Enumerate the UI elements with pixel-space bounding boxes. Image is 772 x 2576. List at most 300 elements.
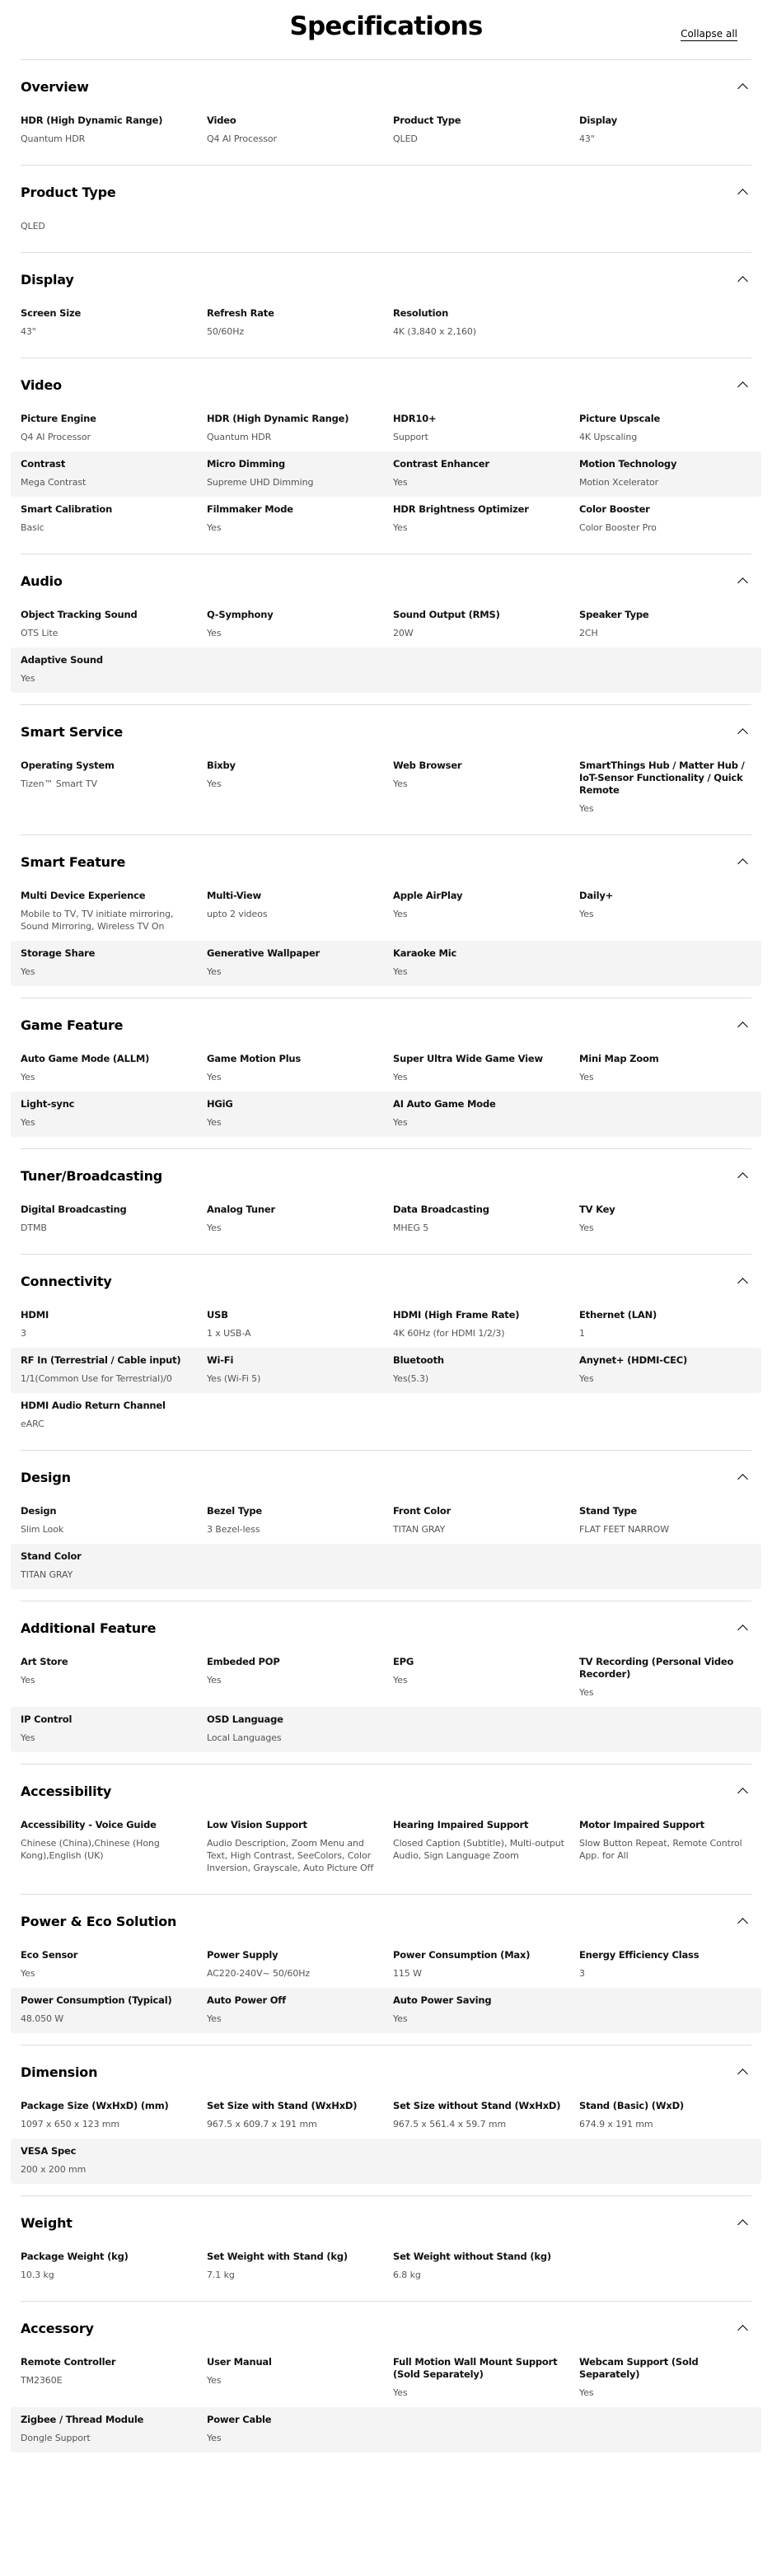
spec-row — [11, 1092, 761, 1137]
spec-item — [21, 2414, 207, 2444]
section-title: Weight — [21, 2214, 73, 2231]
spec-value: Yes — [21, 1072, 35, 1082]
spec-item — [207, 2100, 393, 2130]
section-body — [21, 165, 751, 252]
spec-item — [579, 760, 765, 815]
spec-row — [0, 1302, 772, 1348]
section-header[interactable] — [21, 705, 751, 746]
spec-label: Power Consumption (Max) — [393, 1949, 531, 1961]
spec-label: Energy Efficiency Class — [579, 1949, 699, 1961]
chevron-up-icon[interactable] — [737, 81, 748, 92]
spec-item — [579, 609, 765, 639]
section-body — [21, 59, 751, 165]
section-spacer — [21, 241, 751, 252]
spec-value: Yes — [393, 909, 408, 919]
section-spacer — [21, 823, 751, 835]
spec-item — [21, 1400, 207, 1430]
spec-label: Bezel Type — [207, 1505, 263, 1517]
section-spacer — [21, 986, 751, 998]
spec-value: 4K Upscaling — [579, 432, 638, 442]
section-header[interactable] — [21, 60, 751, 101]
spec-value: Color Booster Pro — [579, 522, 657, 533]
spec-value: Yes — [393, 966, 408, 977]
spec-value: Yes — [207, 1223, 222, 1233]
spec-label: Power Cable — [207, 2414, 272, 2425]
spec-item — [393, 1656, 579, 1699]
spec-label: Screen Size — [21, 307, 82, 319]
section-header[interactable] — [21, 358, 751, 400]
spec-value: 200 x 200 mm — [21, 2164, 87, 2175]
spec-label: Embeded POP — [207, 1656, 280, 1667]
spec-item — [21, 458, 207, 489]
spec-label: Web Browser — [393, 760, 462, 771]
spec-label: Front Color — [393, 1505, 452, 1517]
spec-item — [393, 1354, 579, 1385]
spec-label: HDR Brightness Optimizer — [393, 503, 529, 515]
spec-section-product-type — [0, 165, 772, 252]
spec-label: HDMI — [21, 1309, 49, 1321]
spec-item — [207, 890, 393, 933]
spec-item — [393, 458, 579, 489]
section-spacer — [21, 2184, 751, 2195]
spec-label: Auto Power Saving — [393, 1994, 492, 2006]
spec-value: Quantum HDR — [21, 133, 86, 144]
spec-label: Set Weight with Stand (kg) — [207, 2251, 348, 2262]
collapse-all-button[interactable]: Collapse all — [681, 28, 737, 40]
chevron-up-icon[interactable] — [737, 856, 748, 867]
spec-label: EPG — [393, 1656, 414, 1667]
spec-row — [0, 753, 772, 823]
section-title: Design — [21, 1469, 71, 1485]
spec-label: Set Size without Stand (WxHxD) — [393, 2100, 561, 2111]
spec-value: 3 — [21, 1328, 26, 1339]
spec-value: Basic — [21, 522, 44, 533]
spec-value: Yes — [393, 1117, 408, 1128]
spec-value: Local Languages — [207, 1732, 282, 1743]
section-body — [21, 998, 751, 1148]
spec-row — [0, 1943, 772, 1988]
spec-label: Q-Symphony — [207, 609, 274, 620]
spec-item — [207, 1053, 393, 1083]
section-spacer — [21, 1137, 751, 1148]
spec-label: HGiG — [207, 1098, 233, 1110]
spec-value: Q4 AI Processor — [21, 432, 91, 442]
spec-label: Speaker Type — [579, 609, 649, 620]
spec-item — [21, 1713, 207, 1744]
spec-label: Object Tracking Sound — [21, 609, 138, 620]
spec-section-accessibility — [0, 1764, 772, 1894]
spec-label: Accessibility - Voice Guide — [21, 1819, 157, 1830]
spec-item — [21, 503, 207, 534]
spec-item — [579, 413, 765, 443]
spec-value: FLAT FEET NARROW — [579, 1524, 670, 1535]
spec-value: Yes — [393, 522, 408, 533]
spec-item — [393, 2100, 579, 2130]
spec-label: Bixby — [207, 760, 236, 771]
spec-item — [579, 503, 765, 534]
spec-value: Yes — [207, 522, 222, 533]
spec-item — [579, 1309, 765, 1339]
spec-item — [21, 413, 207, 443]
spec-value: Yes — [207, 628, 222, 638]
spec-item — [579, 1354, 765, 1385]
section-header[interactable] — [21, 554, 751, 596]
spec-value: Yes (Wi-Fi 5) — [207, 1373, 261, 1384]
spec-value: Yes — [21, 1732, 35, 1743]
spec-item — [207, 503, 393, 534]
spec-label: AI Auto Game Mode — [393, 1098, 496, 1110]
spec-value: Yes — [207, 2013, 222, 2024]
spec-value: Support — [393, 432, 428, 442]
spec-item — [207, 1204, 393, 1234]
spec-label: Karaoke Mic — [393, 947, 457, 959]
section-body — [21, 1894, 751, 2045]
spec-value: 1097 x 650 x 123 mm — [21, 2119, 120, 2130]
spec-item — [393, 2251, 579, 2281]
spec-item — [579, 2100, 765, 2130]
spec-value: Yes — [207, 2433, 222, 2443]
section-title: Overview — [21, 78, 89, 95]
spec-value: Yes — [21, 673, 35, 684]
spec-label: Multi-View — [207, 890, 262, 901]
spec-label: Art Store — [21, 1656, 68, 1667]
spec-item — [393, 1309, 579, 1339]
section-header[interactable] — [21, 1255, 751, 1296]
spec-label: Refresh Rate — [207, 307, 274, 319]
spec-label: HDMI Audio Return Channel — [21, 1400, 166, 1411]
spec-value: Yes — [21, 966, 35, 977]
spec-value: Yes — [207, 1117, 222, 1128]
section-title: Product Type — [21, 184, 116, 200]
section-body — [21, 1601, 751, 1764]
spec-label: Smart Calibration — [21, 503, 113, 515]
spec-label: Design — [21, 1505, 57, 1517]
chevron-up-icon[interactable] — [737, 2322, 748, 2334]
spec-value: MHEG 5 — [393, 1223, 429, 1233]
spec-label: Analog Tuner — [207, 1204, 275, 1215]
spec-item — [21, 2145, 207, 2176]
spec-value: Yes — [579, 1373, 594, 1384]
spec-item — [21, 1053, 207, 1083]
section-header[interactable] — [21, 1601, 751, 1643]
spec-item — [21, 890, 207, 933]
section-header[interactable] — [21, 2196, 751, 2237]
section-title: Audio — [21, 573, 63, 589]
section-title: Accessibility — [21, 1783, 112, 1799]
spec-value: Yes — [393, 1072, 408, 1082]
section-header[interactable] — [21, 1765, 751, 1806]
spec-label: Ethernet (LAN) — [579, 1309, 657, 1321]
section-body — [21, 2045, 751, 2195]
spec-item — [393, 1949, 579, 1980]
spec-item — [579, 115, 765, 145]
spec-row — [0, 1046, 772, 1092]
spec-item — [21, 760, 207, 815]
spec-label: Low Vision Support — [207, 1819, 307, 1830]
spec-item — [579, 890, 765, 933]
spec-label: Game Motion Plus — [207, 1053, 302, 1064]
chevron-up-icon[interactable] — [737, 186, 748, 198]
section-body — [21, 704, 751, 835]
section-body — [21, 1764, 751, 1894]
spec-value: 3 Bezel-less — [207, 1524, 260, 1535]
spec-section-additional-feature — [0, 1601, 772, 1764]
section-spacer — [21, 2033, 751, 2045]
section-spacer — [21, 1752, 751, 1764]
spec-label: Resolution — [393, 307, 449, 319]
spec-value: 48.050 W — [21, 2013, 64, 2024]
spec-section-game-feature — [0, 998, 772, 1148]
spec-section-video — [0, 358, 772, 554]
spec-item — [207, 1994, 393, 2025]
spec-label: Motion Technology — [579, 458, 677, 470]
spec-label: Digital Broadcasting — [21, 1204, 127, 1215]
spec-value: Yes — [393, 477, 408, 488]
section-header[interactable] — [21, 1451, 751, 1492]
spec-label: Power Consumption (Typical) — [21, 1994, 172, 2006]
spec-label: HDR10+ — [393, 413, 437, 424]
spec-item — [21, 220, 207, 232]
chevron-up-icon[interactable] — [737, 1622, 748, 1634]
section-body — [21, 1148, 751, 1254]
section-spacer — [21, 1589, 751, 1601]
page-header — [0, 0, 772, 59]
spec-value: 967.5 x 609.7 x 191 mm — [207, 2119, 317, 2130]
spec-item — [579, 1819, 765, 1874]
spec-value: 6.8 kg — [393, 2270, 421, 2280]
spec-section-overview — [0, 59, 772, 165]
section-header[interactable] — [21, 835, 751, 877]
spec-item — [21, 115, 207, 145]
chevron-up-icon[interactable] — [737, 726, 748, 737]
chevron-up-icon[interactable] — [737, 1785, 748, 1797]
spec-label: Stand Type — [579, 1505, 637, 1517]
section-title: Smart Service — [21, 723, 124, 740]
section-spacer — [21, 153, 751, 165]
spec-item — [207, 458, 393, 489]
spec-label: HDMI (High Frame Rate) — [393, 1309, 520, 1321]
section-title: Power & Eco Solution — [21, 1913, 177, 1929]
spec-value: Dongle Support — [21, 2433, 91, 2443]
spec-label: User Manual — [207, 2356, 272, 2368]
spec-label: Set Size with Stand (WxHxD) — [207, 2100, 358, 2111]
section-spacer — [21, 2289, 751, 2301]
spec-item — [21, 1550, 207, 1581]
spec-value: 4K 60Hz (for HDMI 1/2/3) — [393, 1328, 505, 1339]
spec-label: Super Ultra Wide Game View — [393, 1053, 543, 1064]
spec-item — [21, 1098, 207, 1129]
spec-row — [0, 1812, 772, 1882]
section-title: Additional Feature — [21, 1620, 157, 1636]
spec-section-accessory — [0, 2301, 772, 2464]
spec-label: VESA Spec — [21, 2145, 77, 2157]
spec-value: Slim Look — [21, 1524, 64, 1535]
spec-item — [393, 1994, 579, 2025]
section-body — [21, 1450, 751, 1601]
section-title: Tuner/Broadcasting — [21, 1167, 163, 1184]
spec-item — [21, 2251, 207, 2281]
spec-label: Display — [579, 115, 618, 126]
chevron-up-icon[interactable] — [737, 1275, 748, 1287]
spec-item — [579, 1053, 765, 1083]
spec-value: 1 — [579, 1328, 585, 1339]
spec-row — [11, 1707, 761, 1752]
spec-value: Yes — [579, 1072, 594, 1082]
spec-section-smart-feature — [0, 835, 772, 998]
section-header[interactable] — [21, 1149, 751, 1190]
spec-label: OSD Language — [207, 1713, 283, 1725]
spec-value: Closed Caption (Subtitle), Multi-output Audio, Sign Language Zoom — [393, 1838, 564, 1861]
spec-label: Color Booster — [579, 503, 650, 515]
spec-value: Tizen™ Smart TV — [21, 778, 97, 789]
chevron-up-icon[interactable] — [737, 1915, 748, 1927]
spec-value: Yes — [579, 909, 594, 919]
spec-item — [21, 1505, 207, 1536]
section-spacer — [21, 1882, 751, 1894]
spec-label: HDR (High Dynamic Range) — [207, 413, 349, 424]
spec-label: Stand Color — [21, 1550, 82, 1562]
section-header[interactable] — [21, 2045, 751, 2087]
section-header[interactable] — [21, 166, 751, 207]
spec-value: Quantum HDR — [207, 432, 272, 442]
spec-item — [207, 115, 393, 145]
spec-label: Data Broadcasting — [393, 1204, 489, 1215]
spec-item — [579, 1505, 765, 1536]
spec-row — [11, 2407, 761, 2452]
spec-item — [207, 1819, 393, 1874]
spec-item — [393, 2356, 579, 2399]
spec-value: 674.9 x 191 mm — [579, 2119, 653, 2130]
chevron-up-icon[interactable] — [737, 273, 748, 285]
spec-row — [0, 108, 772, 153]
spec-item — [393, 503, 579, 534]
spec-label: IP Control — [21, 1713, 73, 1725]
spec-section-weight — [0, 2195, 772, 2301]
spec-value: 50/60Hz — [207, 326, 245, 337]
spec-value: Yes — [393, 1675, 408, 1685]
spec-item — [21, 1354, 207, 1385]
chevron-up-icon[interactable] — [737, 2066, 748, 2078]
spec-item — [393, 609, 579, 639]
spec-label: Picture Upscale — [579, 413, 661, 424]
spec-value: 7.1 kg — [207, 2270, 235, 2280]
spec-value: 1 x USB-A — [207, 1328, 251, 1339]
section-header[interactable] — [21, 998, 751, 1040]
spec-section-display — [0, 252, 772, 358]
spec-value: Yes — [579, 1223, 594, 1233]
chevron-up-icon[interactable] — [737, 1471, 748, 1483]
spec-label: Package Size (WxHxD) (mm) — [21, 2100, 169, 2111]
chevron-up-icon[interactable] — [737, 1170, 748, 1181]
section-title: Connectivity — [21, 1273, 112, 1289]
spec-item — [21, 1819, 207, 1874]
spec-value: Yes — [21, 1675, 35, 1685]
spec-value: Slow Button Repeat, Remote Control App. for All — [579, 1838, 742, 1861]
chevron-up-icon[interactable] — [737, 575, 748, 587]
spec-item — [207, 413, 393, 443]
spec-value: 43" — [21, 326, 36, 337]
spec-label: Contrast — [21, 458, 66, 470]
spec-value: 3 — [579, 1968, 585, 1979]
section-spacer — [21, 542, 751, 554]
spec-label: Contrast Enhancer — [393, 458, 489, 470]
spec-label: Micro Dimming — [207, 458, 285, 470]
spec-value: Yes — [579, 1687, 594, 1698]
spec-value: 1/1(Common Use for Terrestrial)/0 — [21, 1373, 172, 1384]
spec-row — [0, 602, 772, 648]
spec-label: Product Type — [393, 115, 461, 126]
section-title: Video — [21, 376, 62, 393]
section-header[interactable] — [21, 2302, 751, 2343]
spec-label: Power Supply — [207, 1949, 278, 1961]
section-header[interactable] — [21, 1895, 751, 1936]
spec-row — [11, 941, 761, 986]
spec-value: Yes — [393, 778, 408, 789]
spec-value: TM2360E — [21, 2375, 63, 2386]
spec-label: HDR (High Dynamic Range) — [21, 115, 163, 126]
chevron-up-icon[interactable] — [737, 1019, 748, 1031]
spec-item — [207, 1309, 393, 1339]
spec-value: Yes — [207, 1072, 222, 1082]
spec-row — [0, 1393, 772, 1438]
spec-value: Yes — [207, 1675, 222, 1685]
spec-label: Remote Controller — [21, 2356, 116, 2368]
spec-label: TV Key — [579, 1204, 615, 1215]
section-header[interactable] — [21, 253, 751, 294]
spec-sections — [0, 59, 772, 2464]
spec-value: Yes — [207, 778, 222, 789]
spec-value: 2CH — [579, 628, 598, 638]
spec-value: AC220-240V~ 50/60Hz — [207, 1968, 311, 1979]
spec-value: OTS Lite — [21, 628, 58, 638]
spec-item — [207, 1505, 393, 1536]
spec-label: Auto Game Mode (ALLM) — [21, 1053, 150, 1064]
chevron-up-icon[interactable] — [737, 2217, 748, 2228]
spec-label: Hearing Impaired Support — [393, 1819, 529, 1830]
spec-label: Adaptive Sound — [21, 654, 103, 666]
spec-item — [393, 1819, 579, 1874]
spec-label: Multi Device Experience — [21, 890, 146, 901]
spec-label: Storage Share — [21, 947, 96, 959]
spec-label: RF In (Terrestrial / Cable input) — [21, 1354, 181, 1366]
spec-value: 115 W — [393, 1968, 422, 1979]
spec-item — [207, 1354, 393, 1385]
spec-value: QLED — [393, 133, 418, 144]
spec-item — [21, 1949, 207, 1980]
spec-row — [11, 451, 761, 497]
spec-label: Full Motion Wall Mount Support (Sold Separately) — [393, 2356, 558, 2380]
chevron-up-icon[interactable] — [737, 379, 748, 390]
spec-item — [21, 1309, 207, 1339]
spec-value: Yes — [393, 2013, 408, 2024]
spec-value: Mobile to TV, TV initiate mirroring, Sound Mirroring, Wireless TV On — [21, 909, 174, 932]
section-body — [21, 835, 751, 998]
spec-section-connectivity — [0, 1254, 772, 1450]
spec-label: Set Weight without Stand (kg) — [393, 2251, 551, 2262]
spec-item — [393, 1204, 579, 1234]
spec-row — [0, 213, 772, 241]
spec-label: Sound Output (RMS) — [393, 609, 500, 620]
spec-value: eARC — [21, 1419, 44, 1429]
spec-item — [393, 1053, 579, 1083]
spec-item — [21, 2356, 207, 2399]
spec-value: Yes — [393, 2387, 408, 2398]
section-title: Game Feature — [21, 1017, 124, 1033]
spec-value: Yes — [579, 2387, 594, 2398]
spec-item — [207, 2251, 393, 2281]
spec-row — [11, 648, 761, 693]
spec-item — [21, 1656, 207, 1699]
